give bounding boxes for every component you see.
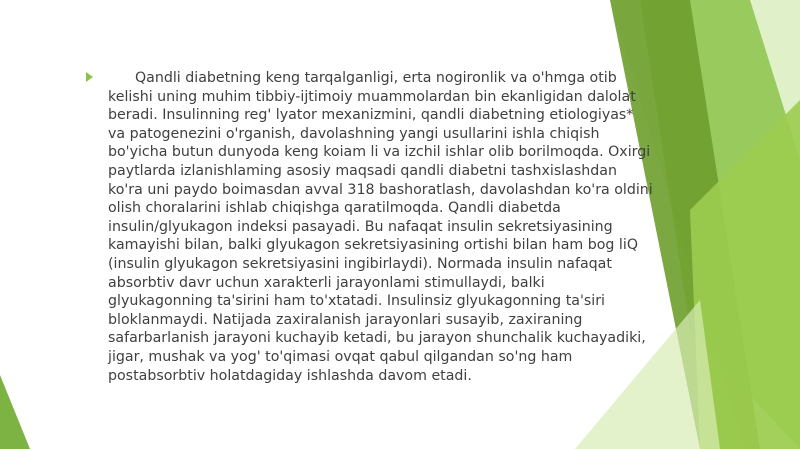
left-accent-wedge — [0, 375, 30, 449]
triangle-bullet-icon — [86, 72, 93, 82]
slide-body-text: Qandli diabetning keng tarqalganligi, erta nogironlik va o'hmga otib kelishi uning muhim tibbiy-ijtimoiy muammolardan bin ekanligidan dalolat beradi. Insulinning reg' lyator mexanizmini, qandli diabetning etiologiyas* va patogenezini o'rganish, davolashning yangi usullarini ishla chiqish bo'yicha butun dunyoda keng koiam li va izchil ishlar olib borilmoqda. Oxirgi paytlarda izlanishlaming asosiy maqsadi qandli diabetni tashxislashdan ko'ra uni paydo boimasdan avval 318 bashoratlash, davolashdan ko'ra oldini olish choralarini ishlab chiqishga qaratilmoqda. Qandli diabetda insulin/glyukagon indeksi pasayadi. Bu nafaqat insulin sekretsiyasining kamayishi bilan, balki glyukagon sekretsiyasining ortishi bilan ham bog liQ (insulin glyukagon sekretsiyasini ingibirlaydi). Normada insulin nafaqat absorbtiv davr uchun xarakterli jarayonlami stimullaydi, balki glyukagonning ta'sirini ham to'xtatadi. Insulinsiz glyukagonning ta'siri bloklanmaydi. Natijada zaxiralanish jarayonlari susayib, zaxiraning safarbarlanish jarayoni kuchayib ketadi, bu jarayon shunchalik kuchayadiki, jigar, mushak va yog' to'qimasi ovqat qabul qilgandan so'ng ham postabsorbtiv holatdagiday ishlashda davom etadi. — [108, 70, 653, 384]
